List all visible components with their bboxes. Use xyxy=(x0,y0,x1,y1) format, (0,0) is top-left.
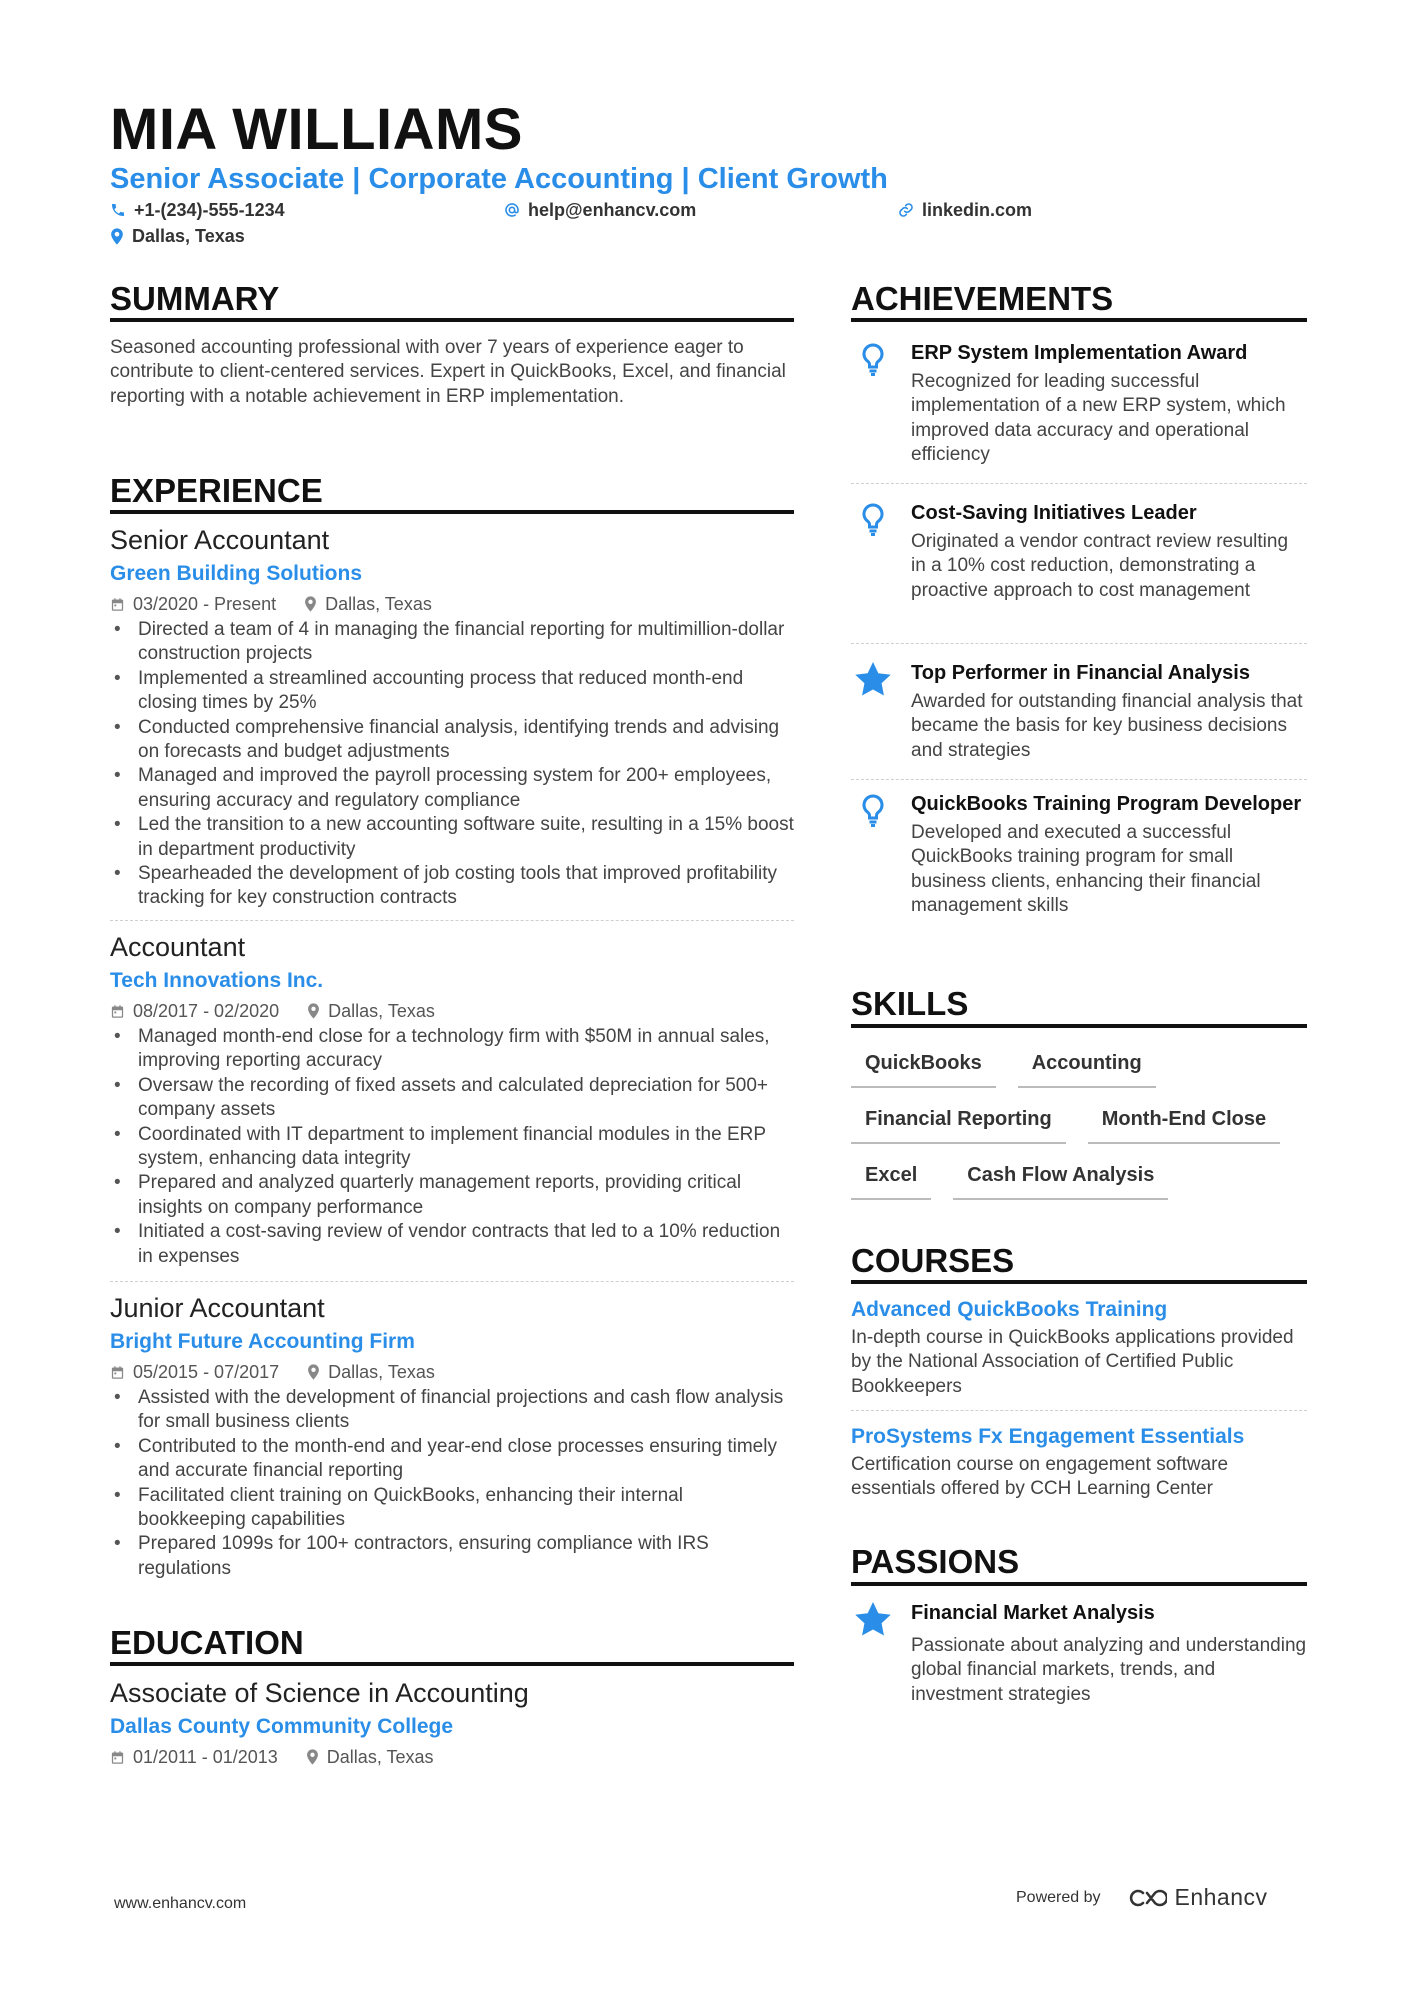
divider xyxy=(851,779,1307,780)
job-bullet: • Spearheaded the development of job costing tools that improved profitability tracking for key construction contracts xyxy=(110,862,794,911)
job-dates xyxy=(110,999,279,1023)
skills-heading: SKILLS xyxy=(851,985,969,1022)
location-pin-icon xyxy=(306,1749,319,1765)
star-icon xyxy=(851,1600,895,1707)
skills-list xyxy=(851,1046,1321,1200)
contact-location xyxy=(110,224,245,248)
job-bullet: • Led the transition to a new accounting software suite, resulting in a 15% boost in department productivity xyxy=(110,813,794,862)
candidate-name: MIA WILLIAMS xyxy=(110,97,523,162)
job-dates xyxy=(110,1360,279,1384)
achievement-desc: Developed and executed a successful QuickBooks training program for small business clients, enhancing their financial management skills xyxy=(911,822,1261,917)
achievements-rule xyxy=(851,318,1307,322)
skill-tag: Month-End Close xyxy=(1088,1102,1280,1144)
experience-heading: EXPERIENCE xyxy=(110,472,323,509)
phone-text: +1-(234)-555-1234 xyxy=(134,200,285,220)
lightbulb-icon xyxy=(851,791,895,919)
job-dates-text: 03/2020 - Present xyxy=(133,594,277,614)
job-dates xyxy=(110,592,276,616)
skill-tag: Excel xyxy=(851,1158,931,1200)
achievement-title: QuickBooks Training Program Developer xyxy=(911,793,1302,815)
calendar-icon xyxy=(110,1004,125,1019)
job-bullets xyxy=(110,618,794,911)
location-pin-icon xyxy=(307,1003,320,1019)
education-dates-text: 01/2011 - 01/2013 xyxy=(133,1747,278,1767)
job-role: Accountant xyxy=(110,932,246,962)
calendar-icon xyxy=(110,597,125,612)
job-bullet: • Implemented a streamlined accounting process that reduced month-end closing times by 25% xyxy=(110,667,794,716)
job-location-text: Dallas, Texas xyxy=(325,594,432,614)
job-bullet: • Managed month-end close for a technology firm with $50M in annual sales, improving reporting accuracy xyxy=(110,1025,794,1074)
courses-rule xyxy=(851,1280,1307,1284)
job-bullet: • Conducted comprehensive financial analysis, identifying trends and advising on forecasts and budget adjustments xyxy=(110,716,794,765)
divider xyxy=(851,1410,1307,1411)
job-bullet: • Prepared and analyzed quarterly management reports, providing critical insights on company performance xyxy=(110,1171,794,1220)
website-text: linkedin.com xyxy=(922,200,1033,220)
contact-phone[interactable] xyxy=(110,198,285,222)
job-role: Junior Accountant xyxy=(110,1293,325,1323)
passions-rule xyxy=(851,1582,1307,1586)
skill-tag: Cash Flow Analysis xyxy=(953,1158,1168,1200)
lightbulb-icon xyxy=(851,340,895,468)
summary-rule xyxy=(110,318,794,322)
skills-rule xyxy=(851,1024,1307,1028)
job-company: Tech Innovations Inc. xyxy=(110,969,324,992)
achievement-title: Cost-Saving Initiatives Leader xyxy=(911,502,1197,524)
contact-email[interactable] xyxy=(504,198,696,222)
education-location-text: Dallas, Texas xyxy=(326,1747,434,1767)
course-desc: In-depth course in QuickBooks applications provided by the National Association of Certified Public Bookkeepers xyxy=(851,1327,1294,1397)
job-bullet: • Coordinated with IT department to implement financial modules in the ERP system, enhancing data integrity xyxy=(110,1123,794,1172)
contact-website[interactable] xyxy=(898,198,1032,222)
job-location xyxy=(304,592,432,616)
powered-by-text: Powered by xyxy=(1016,1888,1101,1906)
education-meta xyxy=(110,1745,794,1769)
location-pin-icon xyxy=(304,596,317,612)
location-text: Dallas, Texas xyxy=(132,226,245,246)
achievement-title: ERP System Implementation Award xyxy=(911,342,1248,364)
course-title: Advanced QuickBooks Training xyxy=(851,1298,1168,1321)
skill-tag: Accounting xyxy=(1018,1046,1156,1088)
achievement-item xyxy=(851,660,1307,763)
job-bullet: • Directed a team of 4 in managing the financial reporting for multimillion-dollar construction projects xyxy=(110,618,794,667)
passions-heading: PASSIONS xyxy=(851,1543,1020,1580)
job-entry xyxy=(110,524,794,911)
calendar-icon xyxy=(110,1365,125,1380)
courses-heading: COURSES xyxy=(851,1242,1015,1279)
achievement-desc: Awarded for outstanding financial analysis that became the basis for key business decisions and strategies xyxy=(911,691,1303,761)
job-entry xyxy=(110,931,794,1269)
skill-tag: Financial Reporting xyxy=(851,1102,1066,1144)
education-heading: EDUCATION xyxy=(110,1624,304,1661)
job-company: Green Building Solutions xyxy=(110,562,362,585)
job-dates-text: 08/2017 - 02/2020 xyxy=(133,1001,280,1021)
passion-item xyxy=(851,1600,1307,1707)
job-location-text: Dallas, Texas xyxy=(328,1362,435,1382)
footer-url[interactable]: www.enhancv.com xyxy=(114,1895,247,1912)
job-bullet: • Contributed to the month-end and year-end close processes ensuring timely and accurate financial reporting xyxy=(110,1435,794,1484)
job-bullets xyxy=(110,1025,794,1269)
course-title: ProSystems Fx Engagement Essentials xyxy=(851,1425,1245,1448)
experience-rule xyxy=(110,510,794,514)
passion-title: Financial Market Analysis xyxy=(911,1602,1155,1624)
job-dates-text: 05/2015 - 07/2017 xyxy=(133,1362,280,1382)
job-location xyxy=(307,999,435,1023)
education-dates xyxy=(110,1745,278,1769)
location-pin-icon xyxy=(110,228,124,245)
job-bullet: • Oversaw the recording of fixed assets and calculated depreciation for 500+ company assets xyxy=(110,1074,794,1123)
link-icon xyxy=(898,202,914,218)
job-role: Senior Accountant xyxy=(110,525,330,555)
summary-text: Seasoned accounting professional with over 7 years of experience eager to contribute to client-centered services. Expert in QuickBooks, Excel, and financial reporting with a notable achievement in ERP implementation. xyxy=(110,337,786,407)
achievement-item xyxy=(851,791,1307,919)
job-bullet: • Initiated a cost-saving review of vendor contracts that led to a 10% reduction in expenses xyxy=(110,1220,794,1269)
phone-icon xyxy=(110,202,126,218)
location-pin-icon xyxy=(307,1364,320,1380)
achievement-item xyxy=(851,340,1307,468)
achievement-desc: Originated a vendor contract review resulting in a 10% cost reduction, demonstrating a proactive approach to cost management xyxy=(911,531,1289,601)
divider xyxy=(110,920,794,921)
education-location xyxy=(306,1745,434,1769)
job-bullet: • Assisted with the development of financial projections and cash flow analysis for small business clients xyxy=(110,1386,794,1435)
job-meta xyxy=(110,592,794,616)
education-entry xyxy=(110,1677,794,1769)
job-location xyxy=(307,1360,435,1384)
enhancv-wordmark: Enhancv xyxy=(1174,1884,1268,1910)
email-text: help@enhancv.com xyxy=(528,200,697,220)
enhancv-logo-icon xyxy=(1123,1886,1167,1910)
lightbulb-icon xyxy=(851,500,895,603)
divider xyxy=(110,1281,794,1282)
course-item xyxy=(851,1423,1307,1502)
job-location-text: Dallas, Texas xyxy=(328,1001,435,1021)
education-rule xyxy=(110,1662,794,1666)
job-bullet: • Prepared 1099s for 100+ contractors, ensuring compliance with IRS regulations xyxy=(110,1532,794,1581)
powered-by[interactable] xyxy=(1016,1884,1268,1911)
headline: Senior Associate | Corporate Accounting | Client Growth xyxy=(110,163,888,195)
star-icon xyxy=(851,660,895,763)
school: Dallas County Community College xyxy=(110,1715,454,1738)
degree: Associate of Science in Accounting xyxy=(110,1678,529,1708)
job-bullet: • Facilitated client training on QuickBooks, enhancing their internal bookkeeping capabilities xyxy=(110,1484,794,1533)
at-icon xyxy=(504,202,520,218)
job-meta xyxy=(110,1360,794,1384)
job-bullets xyxy=(110,1386,794,1581)
course-desc: Certification course on engagement software essentials offered by CCH Learning Center xyxy=(851,1454,1229,1500)
achievement-item xyxy=(851,500,1307,603)
job-company: Bright Future Accounting Firm xyxy=(110,1330,415,1353)
job-entry xyxy=(110,1292,794,1581)
divider xyxy=(851,483,1307,484)
divider xyxy=(851,643,1307,644)
job-meta xyxy=(110,999,794,1023)
achievement-title: Top Performer in Financial Analysis xyxy=(911,662,1250,684)
achievement-desc: Recognized for leading successful implementation of a new ERP system, which improved data accuracy and operational efficiency xyxy=(911,371,1286,466)
passion-desc: Passionate about analyzing and understanding global financial markets, trends, and investment strategies xyxy=(911,1635,1307,1705)
course-item xyxy=(851,1296,1307,1399)
calendar-icon xyxy=(110,1750,125,1765)
summary-heading: SUMMARY xyxy=(110,280,280,317)
skill-tag: QuickBooks xyxy=(851,1046,996,1088)
job-bullet: • Managed and improved the payroll processing system for 200+ employees, ensuring accuracy and regulatory compliance xyxy=(110,764,794,813)
achievements-heading: ACHIEVEMENTS xyxy=(851,280,1114,317)
enhancv-logo xyxy=(1123,1884,1268,1911)
